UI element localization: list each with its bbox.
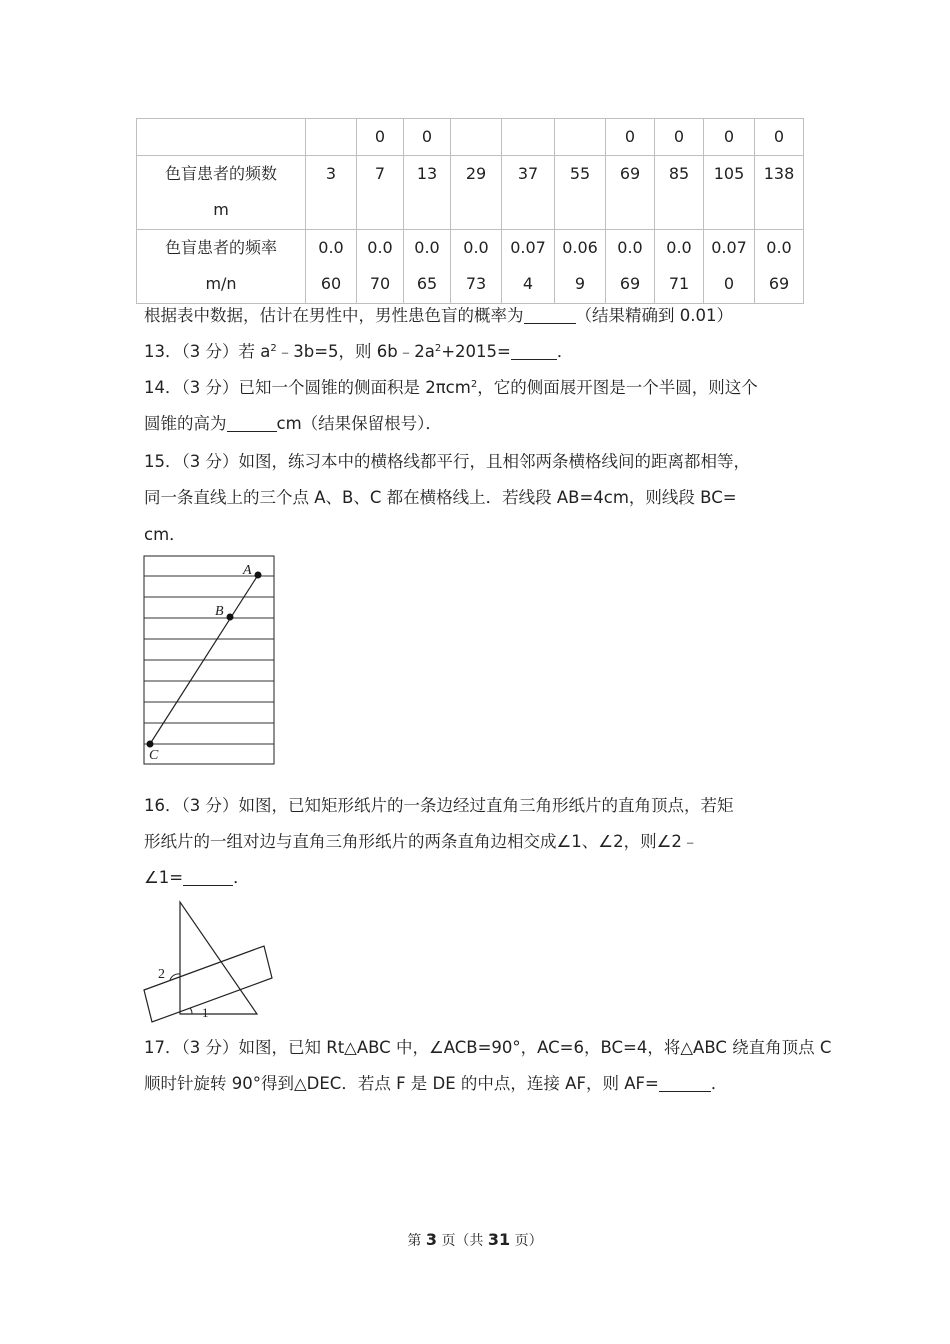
- table-cell: [502, 119, 555, 156]
- page-footer: 第 3 页（共 31 页）: [407, 1230, 543, 1249]
- table-cell: 0.0 70: [357, 230, 404, 304]
- table-row: [137, 230, 804, 304]
- table-cell: 37: [502, 156, 555, 230]
- question-16-line-3: ∠1= ．: [144, 868, 250, 887]
- question-16-line-2: 形纸片的一组对边与直角三角形纸片的两条直角边相交成∠1、∠2，则∠2﹣: [144, 832, 699, 851]
- table-cell: [306, 119, 357, 156]
- table-cell: 105: [704, 156, 755, 230]
- question-15-line-3: cm．: [144, 525, 186, 544]
- table-cell: 0: [704, 119, 755, 156]
- answer-blank: [524, 307, 576, 324]
- q12-answer-line: 根据表中数据，估计在男性中，男性患色盲的概率为 （结果精确到 0.01）: [144, 306, 733, 325]
- question-17-line-2: 顺时针旋转 90°得到△DEC．若点 F 是 DE 的中点，连接 AF，则 AF= ．: [144, 1074, 728, 1093]
- answer-blank: [227, 415, 277, 432]
- label-c: C: [149, 748, 159, 763]
- table-cell: 0: [755, 119, 804, 156]
- angle-2-label: 2: [158, 967, 165, 982]
- question-16-line-1: 16．（3 分）如图，已知矩形纸片的一条边经过直角三角形纸片的直角顶点，若矩: [144, 796, 734, 815]
- table-cell: 13: [404, 156, 451, 230]
- table-cell: 69: [606, 156, 655, 230]
- question-15-line-2: 同一条直线上的三个点 A、B、C 都在横格线上．若线段 AB=4cm，则线段 BC=: [144, 488, 737, 507]
- answer-blank: [659, 1075, 711, 1092]
- triangle-rectangle-figure: [140, 896, 280, 1028]
- table-cell: 0.0 73: [451, 230, 502, 304]
- table-cell: [555, 119, 606, 156]
- point-a: [255, 572, 262, 579]
- table-cell: 0.0 69: [606, 230, 655, 304]
- total-pages: 31: [487, 1230, 511, 1249]
- table-cell: 0.06 9: [555, 230, 606, 304]
- answer-blank: [183, 869, 233, 886]
- frequency-table: [136, 118, 804, 304]
- table-cell: 55: [555, 156, 606, 230]
- table-cell: 0.0 60: [306, 230, 357, 304]
- table-row: [137, 156, 804, 230]
- table-cell: [451, 119, 502, 156]
- question-15-line-1: 15．（3 分）如图，练习本中的横格线都平行，且相邻两条横格线间的距离都相等，: [144, 452, 750, 471]
- table-row-label: 色盲患者的频数 m: [137, 156, 306, 230]
- label-a: A: [243, 563, 252, 578]
- table-row: [137, 119, 804, 156]
- question-17-line-1: 17．（3 分）如图，已知 Rt△ABC 中，∠ACB=90°，AC=6，BC=4，将△ABC 绕直角顶点 C: [144, 1038, 832, 1057]
- table-cell: 0.07 0: [704, 230, 755, 304]
- notebook-lines-figure: [140, 552, 280, 768]
- page-number: 3: [425, 1230, 437, 1249]
- question-13: 13．（3 分）若 $a^2﹣3b=5$，则 $6b﹣2a^2+2015=$ ．: [144, 342, 574, 361]
- table-cell: 0: [655, 119, 704, 156]
- table-cell: 0.0 65: [404, 230, 451, 304]
- table-cell: 7: [357, 156, 404, 230]
- table-cell: [137, 119, 306, 156]
- point-b: [227, 614, 234, 621]
- table-cell: 0: [606, 119, 655, 156]
- question-14-line-1: 14．（3 分）已知一个圆锥的侧面积是 2πcm$^2$，它的侧面展开图是一个半圆，则这个: [144, 378, 758, 397]
- table-row-label: 色盲患者的频率 m/n: [137, 230, 306, 304]
- table-cell: 0: [357, 119, 404, 156]
- point-c: [147, 741, 154, 748]
- table-cell: 0.0 69: [755, 230, 804, 304]
- label-b: B: [215, 604, 224, 619]
- table-cell: 29: [451, 156, 502, 230]
- table-cell: 3: [306, 156, 357, 230]
- table-cell: 0: [404, 119, 451, 156]
- table-cell: 85: [655, 156, 704, 230]
- angle-1-label: 1: [202, 1005, 209, 1020]
- answer-blank: [511, 343, 557, 360]
- table-cell: 0.0 71: [655, 230, 704, 304]
- table-cell: 0.07 4: [502, 230, 555, 304]
- table-cell: 138: [755, 156, 804, 230]
- question-14-line-2: 圆锥的高为 cm（结果保留根号）．: [144, 414, 442, 433]
